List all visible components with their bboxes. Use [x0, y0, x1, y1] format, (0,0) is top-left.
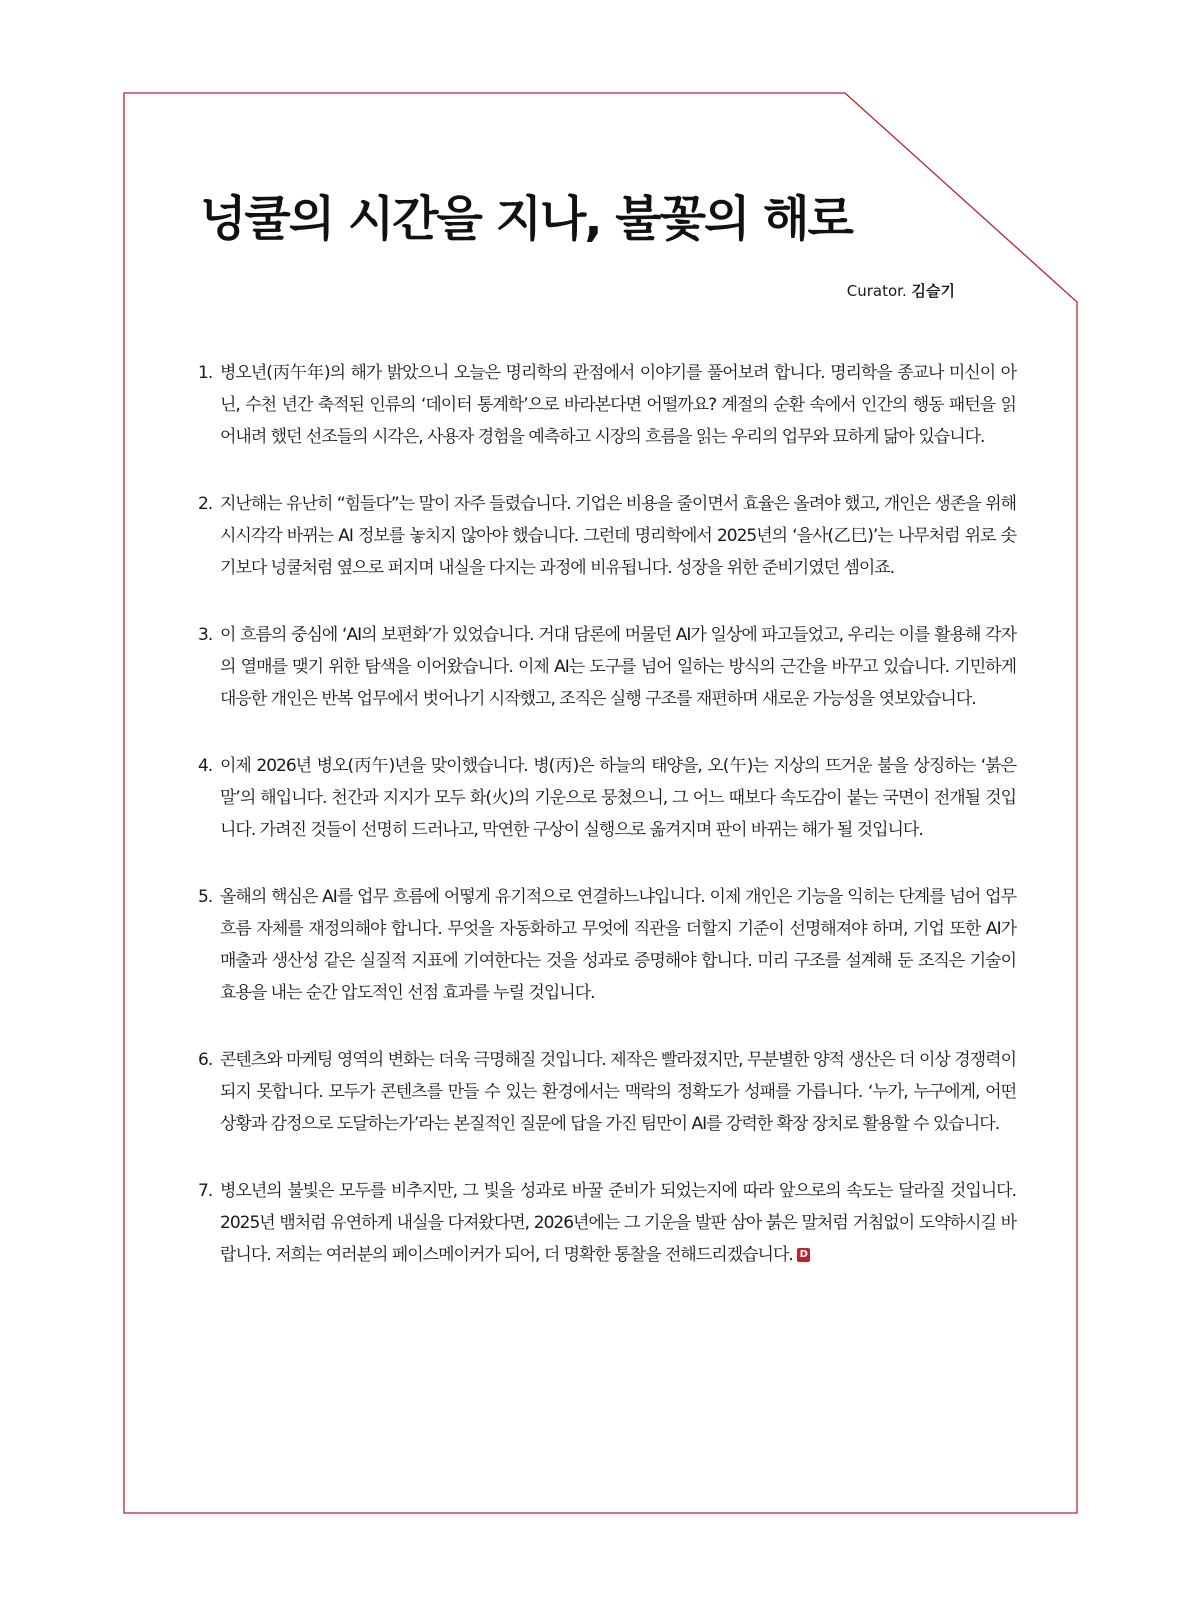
paragraph-number: 5.: [198, 887, 213, 907]
curator-credit: [847, 280, 955, 301]
paragraph-text: 병오년(丙午年)의 해가 밝았으니 오늘은 명리학의 관점에서 이야기를 풀어보려 합니다. 명리학을 종교나 미신이 아닌, 수천 년간 축적된 인류의 ‘데이터 통계학’으로 바라본다면 어떨까요? 계절의 순환 속에서 인간의 행동 패턴을 읽어내려 했던 선조들의 시각은, 사용자 경험을 예측하고 시장의 흐름을 읽는 우리의 업무와 묘하게 닮아 있습니다.: [220, 363, 1016, 447]
paragraph-text: 이 흐름의 중심에 ‘AI의 보편화’가 있었습니다. 거대 담론에 머물던 AI가 일상에 파고들었고, 우리는 이를 활용해 각자의 열매를 맺기 위한 탐색을 이어왔습니다. 이제 AI는 도구를 넘어 일하는 방식의 근간을 바꾸고 있습니다. 기민하게 대응한 개인은 반복 업무에서 벗어나기 시작했고, 조직은 실행 구조를 재편하며 새로운 가능성을 엿보았습니다.: [220, 625, 1016, 709]
paragraph-text: 콘텐츠와 마케팅 영역의 변화는 더욱 극명해질 것입니다. 제작은 빨라졌지만, 무분별한 양적 생산은 더 이상 경쟁력이 되지 못합니다. 모두가 콘텐츠를 만들 수 있는 환경에서는 맥락의 정확도가 성패를 가릅니다. ‘누가, 누구에게, 어떤 상황과 감정으로 도달하는가’라는 본질적인 질문에 답을 가진 팀만이 AI를 강력한 확장 장치로 활용할 수 있습니다.: [220, 1050, 1016, 1134]
paragraph-number: 3.: [198, 625, 213, 645]
paragraph-text: 지난해는 유난히 “힘들다”는 말이 자주 들렸습니다. 기업은 비용을 줄이면서 효율은 올려야 했고, 개인은 생존을 위해 시시각각 바뀌는 AI 정보를 놓치지 않아야 했습니다. 그런데 명리학에서 2025년의 ‘을사(乙巳)’는 나무처럼 위로 솟기보다 넝쿨처럼 옆으로 퍼지며 내실을 다지는 과정에 비유됩니다. 성장을 위한 준비기였던 셈이죠.: [220, 494, 1016, 578]
paragraph-6: [198, 1044, 1016, 1140]
paragraph-number: 1.: [198, 363, 213, 383]
curator-label: Curator.: [846, 282, 907, 300]
paragraph-7: [198, 1175, 1016, 1271]
paragraph-number: 4.: [198, 756, 213, 776]
paragraph-number: 6.: [198, 1050, 213, 1070]
curator-name: 김슬기: [911, 282, 955, 300]
paragraph-text: 올해의 핵심은 AI를 업무 흐름에 어떻게 유기적으로 연결하느냐입니다. 이제 개인은 기능을 익히는 단계를 넘어 업무 흐름 자체를 재정의해야 합니다. 무엇을 자동화하고 무엇에 직관을 더할지 기준이 선명해져야 하며, 기업 또한 AI가 매출과 생산성 같은 실질적 지표에 기여한다는 것을 성과로 증명해야 합니다. 미리 구조를 설계해 둔 조직은 기술이 효용을 내는 순간 압도적인 선점 효과를 누릴 것입니다.: [220, 887, 1016, 1003]
paragraph-2: [198, 488, 1016, 584]
paragraph-text: 이제 2026년 병오(丙午)년을 맞이했습니다. 병(丙)은 하늘의 태양을, 오(午)는 지상의 뜨거운 불을 상징하는 ‘붉은 말’의 해입니다. 천간과 지지가 모두 화(火)의 기운으로 뭉쳤으니, 그 어느 때보다 속도감이 붙는 국면이 전개될 것입니다. 가려진 것들이 선명히 드러나고, 막연한 구상이 실행으로 옮겨지며 판이 바뀌는 해가 될 것입니다.: [220, 756, 1016, 840]
article-title: 넝쿨의 시간을 지나, 불꽃의 해로: [200, 191, 852, 247]
paragraph-1: [198, 357, 1016, 453]
paragraph-4: [198, 750, 1016, 846]
paragraph-5: [198, 881, 1016, 1009]
paragraph-3: [198, 619, 1016, 715]
article-body: [198, 357, 1016, 1306]
end-mark-icon: D: [797, 1248, 810, 1262]
paragraph-number: 2.: [198, 494, 213, 514]
paragraph-number: 7.: [198, 1181, 213, 1201]
paragraph-text: 병오년의 불빛은 모두를 비추지만, 그 빛을 성과로 바꿀 준비가 되었는지에 따라 앞으로의 속도는 달라질 것입니다. 2025년 뱀처럼 유연하게 내실을 다져왔다면, 2026년에는 그 기운을 발판 삼아 붉은 말처럼 거침없이 도약하시길 바랍니다. 저희는 여러분의 페이스메이커가 되어, 더 명확한 통찰을 전해드리겠습니다.: [220, 1181, 1016, 1265]
